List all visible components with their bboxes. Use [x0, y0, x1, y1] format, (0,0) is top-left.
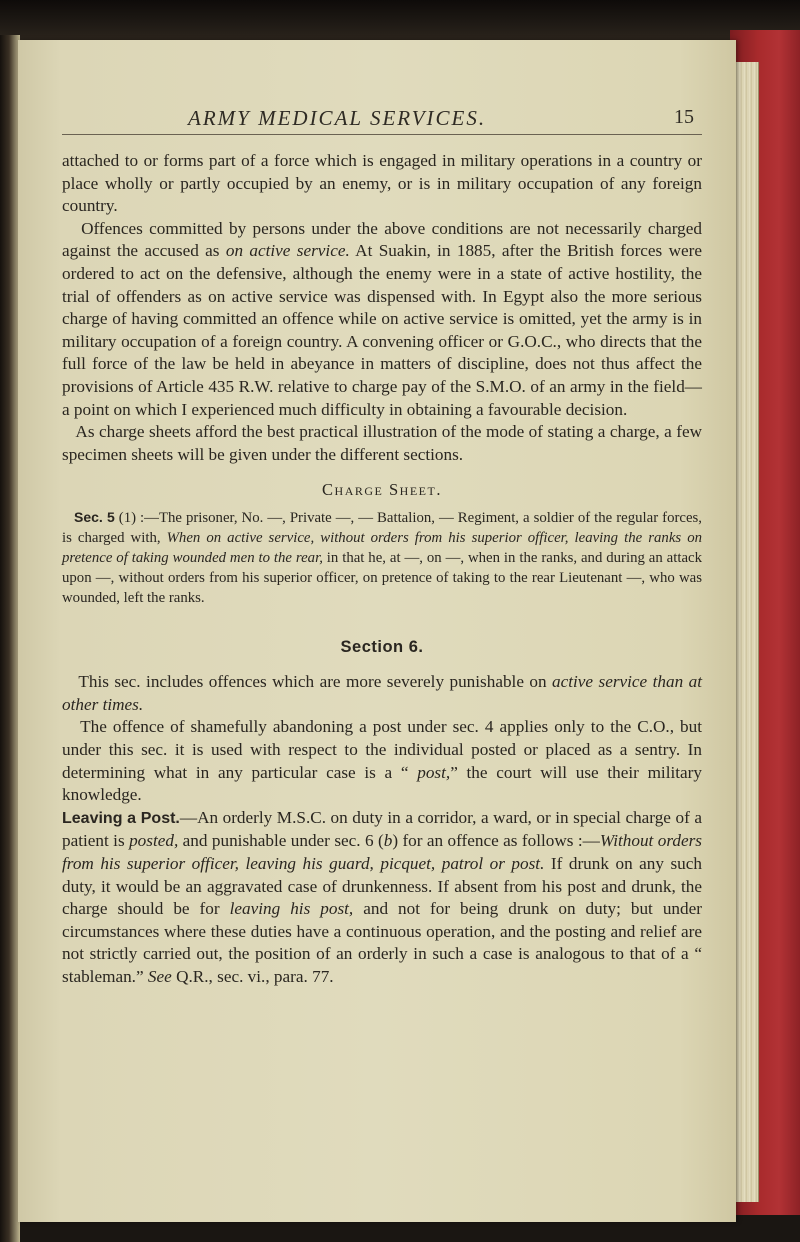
header-rule: [62, 134, 702, 135]
running-title: ARMY MEDICAL SERVICES.: [188, 106, 487, 130]
paragraph-2-text-a: Offences committed by persons under the above conditions are not necessarily charged against the accused as: [62, 218, 702, 261]
leaving-a-post-label: Leaving a Post.: [62, 809, 180, 827]
sec-5-label: Sec. 5: [74, 509, 115, 526]
charge-sheet-text-b: in that he, at —, on —, when in the ranks, and during an attack upon —, without orders from his superior officer, on pretence of taking to the rear Lieutenant —, who was wounded, left the ranks.: [62, 549, 702, 606]
book-binding-top: [0, 0, 800, 40]
section-6-p3-em-1: posted,: [129, 831, 179, 851]
section-6-p3-em-4: leaving his post,: [229, 899, 354, 919]
paragraph-2: [62, 218, 702, 421]
section-6-p2-emphasis: post,: [417, 762, 451, 782]
running-head: [62, 100, 702, 136]
paragraph-1-text: attached to or forms part of a force which is engaged in military operations in a country or place wholly or partly occupied by an enemy, or is in military occupation of any foreign country.: [62, 151, 702, 216]
charge-sheet-heading: Charge Sheet.: [322, 480, 442, 500]
body-text: [62, 150, 702, 466]
section-6-p3-text-b: and punishable under sec. 6 (: [178, 831, 384, 851]
book-gutter: [0, 35, 20, 1242]
page-number: 15: [674, 106, 694, 128]
section-6-paragraph-3: [62, 807, 702, 989]
section-6-p3-em-5: See: [147, 967, 172, 987]
section-6-p3-em-2: b: [383, 831, 393, 851]
section-6-p1-text: This sec. includes offences which are more severely punishable on: [78, 672, 553, 692]
charge-sheet-text-a: (1) :—The prisoner, No. —, Private —, — Battalion, — Regiment, a soldier of the regular forces, is charged with,: [62, 510, 702, 547]
paragraph-2-text-b: At Suakin, in 1885, after the British forces were ordered to act on the defensive, although the enemy were in a state of active hostility, the trial of offenders as on active service was dispensed with. In Egypt also the more serious charge of having committed an offence while on active service is omitted, yet the army is in military occupation of a foreign country. A convening officer or G.O.C., who directs that the full force of the law be held in abeyance in matters of discipline, does not thus affect the provisions of Article 435 R.W. relative to charge pay of the S.M.O. of an army in the field—a point on which I experienced much difficulty in obtaining a favourable decision.: [62, 241, 703, 419]
book-page: [18, 40, 736, 1222]
section-6-heading: Section 6.: [340, 638, 424, 657]
section-6-p3-text-e: and not for being drunk on duty; but under circumstances where these duties have a continuous operation, and the posting and relief are not strictly carried out, the position of an orderly in such a case is analogous to that of a “ stableman.”: [62, 899, 702, 987]
charge-sheet-text: [62, 508, 702, 608]
paragraph-2-emphasis: on active service.: [225, 241, 350, 261]
section-6-p3-text-c: ) for an offence as follows :—: [392, 831, 600, 851]
paragraph-1: [62, 150, 702, 218]
section-6-body: [62, 671, 702, 988]
section-6-p3-text-f: Q.R., sec. vi., para. 77.: [171, 967, 334, 987]
section-6-p3-text-d: If drunk on any such duty, it would be an aggravated case of drunkenness. If absent from his post and drunk, the charge should be for: [62, 854, 703, 919]
section-6-p3-em-3: Without orders from his superior officer, leaving his guard, picquet, patrol or post.: [62, 831, 702, 874]
section-6-p2-text-a: The offence of shamefully abandoning a post under sec. 4 applies only to the C.O., but under this sec. it is used with respect to the individual posted or placed as a sentry. In determining what in any particular case is a “: [62, 717, 702, 782]
paragraph-3: [62, 421, 702, 466]
charge-sheet-emphasis: When on active service, without orders from his superior officer, leaving the ranks on pretence of taking wounded men to the rear,: [62, 530, 702, 566]
section-6-paragraph-1: [62, 671, 702, 716]
section-6-p2-text-b: ” the court will use their military knowledge.: [62, 762, 702, 805]
section-6-p3-text-a: —An orderly M.S.C. on duty in a corridor, a ward, or in special charge of a patient is: [62, 807, 702, 851]
section-6-p1-emphasis: active service than at other times.: [62, 672, 702, 714]
section-6-paragraph-2: [62, 716, 702, 806]
page-content: [62, 100, 702, 989]
paragraph-3-text: As charge sheets afford the best practical illustration of the mode of stating a charge, a few specimen sheets will be given under the different sections.: [62, 422, 702, 464]
